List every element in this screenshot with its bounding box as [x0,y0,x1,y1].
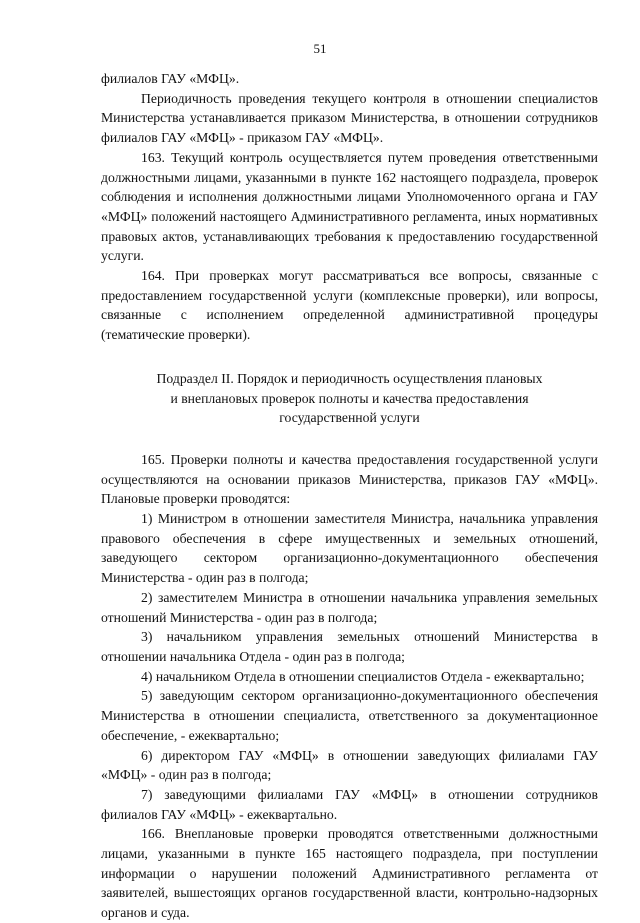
subsection-heading [101,369,598,428]
paragraph-163: 163. Текущий контроль осуществляется путем проведения ответственными должностными лицами, указанными в пункте 162 настоящего подраздела, проверок соблюдения и исполнения должностными лицами Уполномоченного органа и ГАУ «МФЦ» положений настоящего Административного регламента, иных нормативных правовых актов, устанавливающих требования к предоставлению государственной услуги. [101,149,598,264]
paragraph-166: 166. Внеплановые проверки проводятся ответственными должностными лицами, указанными в пункте 165 настоящего подраздела, при поступлении информации о нарушении положений Административного регламента от заявителей, вышестоящих органов государственной власти, контрольно-надзорных органов и суда. [101,826,598,921]
document-body [101,69,598,923]
list-item-5: 5) заведующим сектором организационно-документационного обеспечения Министерства в отношении специалиста, ответственного за документационное обеспечение, - ежеквартально; [101,688,598,743]
list-item-4: 4) начальником Отдела в отношении специалистов Отдела - ежеквартально; [141,668,585,684]
paragraph-164: 164. При проверках могут рассматриваться все вопросы, связанные с предоставлением государственной услуги (комплексные проверки), или вопросы, связанные с исполнением определенной административной процедуры (тематические проверки). [101,268,598,343]
heading-line: государственной услуги [279,410,420,426]
list-item-2: 2) заместителем Министра в отношении начальника управления земельных отношений Министерства - один раз в полгода; [101,589,598,625]
page-number: 51 [313,41,327,56]
heading-line: Подраздел II. Порядок и периодичность осуществления плановых [156,370,543,386]
list-item-1: 1) Министром в отношении заместителя Министра, начальника управления правового обеспечения в сфере имущественных и земельных отношений, заведующего сектором организационно-документационного обеспечения Министерства - один раз в полгода; [101,511,598,586]
paragraph-165: 165. Проверки полноты и качества предоставления государственной услуги осуществляются на основании приказов Министерства, приказов ГАУ «МФЦ». Плановые проверки проводятся: [101,451,598,507]
list-item-6: 6) директором ГАУ «МФЦ» в отношении заведующих филиалами ГАУ «МФЦ» - один раз в полгода; [101,747,598,783]
paragraph-continuation: филиалов ГАУ «МФЦ». [101,71,240,86]
list-item-7: 7) заведующими филиалами ГАУ «МФЦ» в отношении сотрудников филиалов ГАУ «МФЦ» - ежеквартально. [101,786,598,822]
paragraph-periodicity: Периодичность проведения текущего контроля в отношении специалистов Министерства устанавливается приказом Министерства, в отношении сотрудников филиалов ГАУ «МФЦ» - приказом ГАУ «МФЦ». [101,90,598,146]
heading-line: и внеплановых проверок полноты и качества предоставления [170,390,529,406]
list-item-3: 3) начальником управления земельных отношений Министерства в отношении начальника Отдела - один раз в полгода; [101,629,598,664]
